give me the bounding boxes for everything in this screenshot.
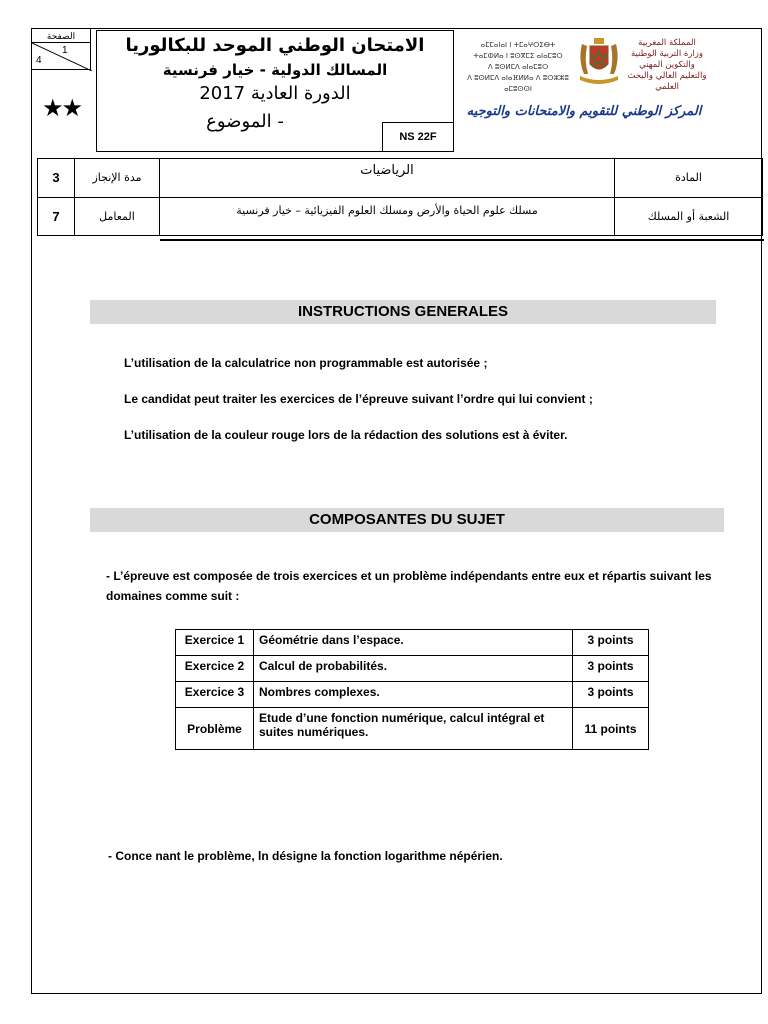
- exercise-topic: Calcul de probabilités.: [254, 656, 573, 682]
- exercise-points: 3 points: [573, 682, 649, 708]
- page-number: 1: [62, 45, 68, 56]
- components-description: - L’épreuve est composée de trois exercices et un problème indépendants entre eux et répartis suivant les domaines comme suit :: [106, 569, 712, 603]
- table-row: [176, 630, 649, 656]
- instructions-heading: INSTRUCTIONS GENERALES: [90, 300, 716, 324]
- difficulty-stars: ★★: [42, 95, 82, 122]
- header-rule: [160, 239, 764, 241]
- exam-center-name: المركز الوطني للتقويم والامتحانات والتوجيه: [466, 104, 702, 119]
- table-row: [176, 708, 649, 750]
- subject-value: الرياضيات: [160, 159, 615, 198]
- instruction-order: Le candidat peut traiter les exercices de l’épreuve suivant l’ordre qui lui convient ;: [124, 392, 593, 406]
- exam-subject-label: - الموضوع: [206, 111, 284, 132]
- coefficient-label: المعامل: [75, 197, 160, 236]
- exercise-points: 3 points: [573, 656, 649, 682]
- duration-value: 3: [38, 159, 75, 198]
- instruction-calculator: L’utilisation de la calculatrice non programmable est autorisée ;: [124, 356, 488, 370]
- page-number-box: [31, 28, 91, 70]
- exercise-name: Exercice 1: [176, 630, 254, 656]
- exam-code: NS 22F: [382, 122, 454, 152]
- page-label: الصفحة: [32, 29, 90, 43]
- ministry-name: المملكة المغربية وزارة التربية الوطنية والتكوين المهني والتعليم العالي والبحث العلمي: [627, 38, 707, 92]
- page-total: 4: [36, 55, 42, 66]
- stream-label: الشعبة أو المسلك: [615, 197, 763, 236]
- exercise-points: 11 points: [573, 708, 649, 750]
- exercise-name: Problème: [176, 708, 254, 750]
- exercise-name: Exercice 3: [176, 682, 254, 708]
- exam-track: المسالك الدولية - خيار فرنسية: [162, 61, 388, 79]
- coat-of-arms-icon: [574, 34, 624, 86]
- exam-title: الامتحان الوطني الموحد للبكالوريا: [125, 35, 425, 56]
- table-row: [176, 682, 649, 708]
- exam-info-table: [37, 158, 763, 236]
- table-row: [176, 656, 649, 682]
- exercise-topic: Etude d’une fonction numérique, calcul intégral et suites numériques.: [254, 708, 573, 750]
- components-table: [175, 629, 649, 750]
- exercise-points: 3 points: [573, 630, 649, 656]
- problem-note: - Conce nant le problème, ln désigne la fonction logarithme népérien.: [108, 849, 503, 863]
- subject-label: المادة: [615, 159, 763, 198]
- exam-session: الدورة العادية 2017: [199, 83, 351, 104]
- stream-value: مسلك علوم الحياة والأرض ومسلك العلوم الفيزيائية – خيار فرنسية: [160, 197, 615, 236]
- tifinagh-ministry-name: ⴰⵎⵎⴰⵏⴰⵏ ⵏ ⵜⵎⴰⵖⵔⵉⴱⵜ ⵜⴰⵎⵀⵍⴰ ⵏ ⵓⵙⴳⵎⵉ ⴰⵏⴰⵎⵓⵔ ⴷ ⵓⵙⵍⵎⴷ ⴰⵏⴰⵎⵓⵔ ⴷ ⵓⵙⵍⵎⴷ ⴰⵏⴰⴼⵍⵍⴰ ⴷ ⵓⵔⵣⵣⵓ ⴰⵎⵓⵙⵙⵏ: [467, 41, 569, 93]
- exercise-topic: Nombres complexes.: [254, 682, 573, 708]
- instruction-red-ink: L’utilisation de la couleur rouge lors de la rédaction des solutions est à éviter.: [124, 428, 568, 442]
- duration-label: مدة الإنجاز: [75, 159, 160, 198]
- coefficient-value: 7: [38, 197, 75, 236]
- exercise-topic: Géométrie dans l’espace.: [254, 630, 573, 656]
- components-heading: COMPOSANTES DU SUJET: [90, 508, 724, 532]
- exercise-name: Exercice 2: [176, 656, 254, 682]
